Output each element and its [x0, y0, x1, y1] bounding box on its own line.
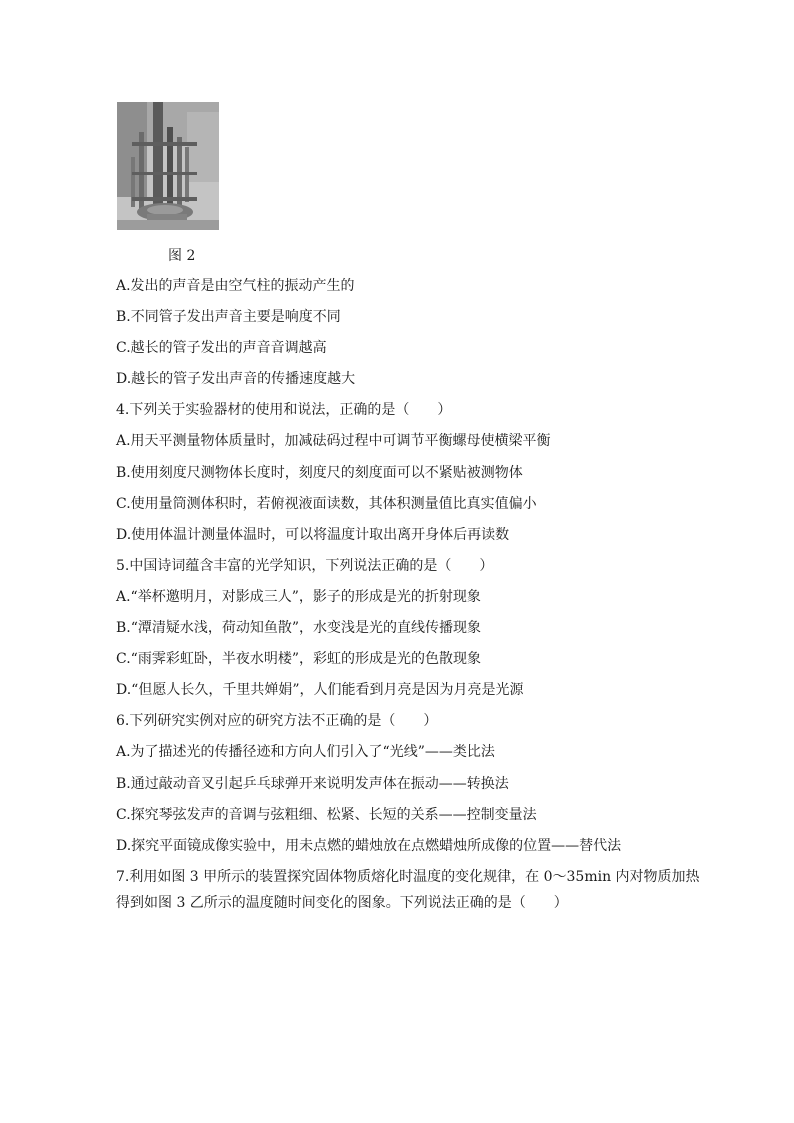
option-3c: C.越长的管子发出的声音音调越高 — [116, 340, 327, 357]
option-6d: D.探究平面镜成像实验中，用未点燃的蜡烛放在点燃蜡烛所成像的位置——替代法 — [116, 837, 622, 854]
option-4a: A.用天平测量物体质量时，加减砝码过程中可调节平衡螺母使横梁平衡 — [116, 433, 551, 450]
option-4d: D.使用体温计测量体温时，可以将温度计取出离开身体后再读数 — [116, 526, 510, 543]
figure-caption: 图 2 — [168, 248, 196, 264]
figure-2-photo — [117, 102, 219, 230]
option-3a: A.发出的声音是由空气柱的振动产生的 — [116, 278, 355, 294]
option-4c: C.使用量筒测体积时，若俯视液面读数，其体积测量值比真实值偏小 — [116, 495, 537, 512]
option-5a: A.“举杯邀明月，对影成三人”，影子的形成是光的折射现象 — [116, 588, 481, 605]
question-text — [116, 276, 700, 924]
option-5d: D.“但愿人长久，千里共婵娟”，人们能看到月亮是因为月亮是光源 — [116, 682, 524, 699]
question-6-stem: 6.下列研究实例对应的研究方法不正确的是（ ） — [116, 713, 438, 730]
question-4-stem: 4.下列关于实验器材的使用和说法，正确的是（ ） — [116, 402, 452, 419]
option-5b: B.“潭清疑水浅，荷动知鱼散”，水变浅是光的直线传播现象 — [116, 620, 482, 637]
option-5c: C.“雨霁彩虹卧，半夜水明楼”，彩虹的形成是光的色散现象 — [116, 651, 481, 668]
option-3b: B.不同管子发出声音主要是响度不同 — [116, 309, 341, 326]
option-6b: B.通过敲动音叉引起乒乓球弹开来说明发声体在振动——转换法 — [116, 775, 509, 792]
bamboo-pipes-photo — [117, 102, 219, 230]
option-3d: D.越长的管子发出声音的传播速度越大 — [116, 371, 356, 388]
question-7-stem-line-2: 得到如图 3 乙所示的温度随时间变化的图象。下列说法正确的是（ ） — [116, 894, 568, 911]
option-6a: A.为了描述光的传播径迹和方向人们引入了“光线”——类比法 — [116, 744, 495, 761]
question-5-stem: 5.中国诗词蕴含丰富的光学知识，下列说法正确的是（ ） — [116, 557, 494, 574]
option-4b: B.使用刻度尺测物体长度时，刻度尺的刻度面可以不紧贴被测物体 — [116, 464, 523, 481]
option-6c: C.探究琴弦发声的音调与弦粗细、松紧、长短的关系——控制变量法 — [116, 806, 537, 823]
question-7-stem-line-1: 7.利用如图 3 甲所示的装置探究固体物质熔化时温度的变化规律，在 0～35min 内对物质加热 — [116, 868, 700, 885]
